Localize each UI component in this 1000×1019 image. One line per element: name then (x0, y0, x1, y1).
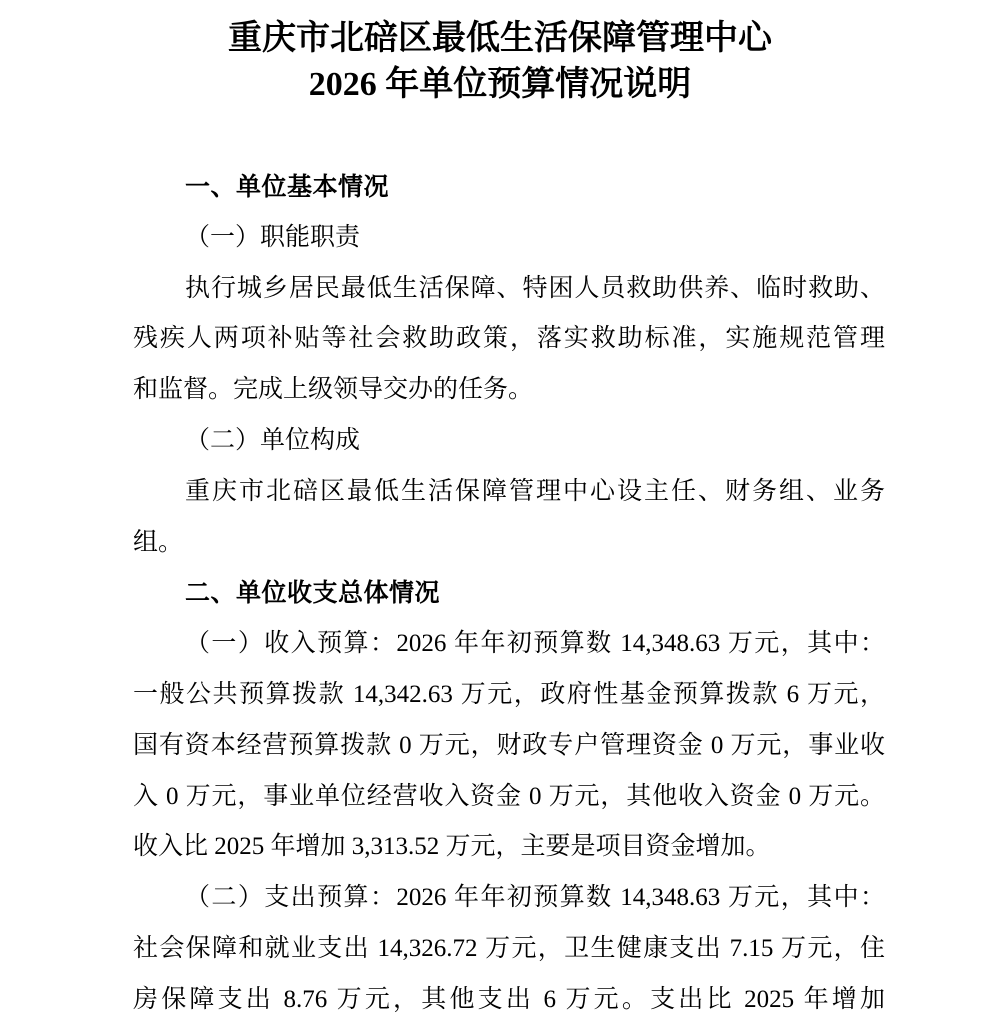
heading-unit-basic-info: 一、单位基本情况 (185, 173, 390, 201)
para-composition-line-1: 重庆市北碚区最低生活保障管理中心设主任、财务组、业务 (185, 477, 885, 505)
title-line-2: 2026 年单位预算情况说明 (308, 66, 692, 103)
document-title (0, 16, 1000, 108)
para-duties-line-3: 和监督。完成上级领导交办的任务。 (133, 376, 534, 404)
subheading-unit-composition: （二）单位构成 (185, 426, 361, 454)
heading-revenue-expenditure-overview: 二、单位收支总体情况 (185, 579, 441, 608)
para-income-budget-line-5: 收入比 2025 年增加 3,313.52 万元，主要是项目资金增加。 (133, 833, 771, 861)
document-body (133, 162, 885, 1019)
para-income-budget-line-2: 一般公共预算拨款 14,342.63 万元，政府性基金预算拨款 6 万元， (133, 680, 885, 708)
para-duties-line-1: 执行城乡居民最低生活保障、特困人员救助供养、临时救助、 (185, 274, 885, 302)
para-expenditure-budget-line-3: 房保障支出 8.76 万元，其他支出 6 万元。支出比 2025 年增加 (133, 985, 885, 1013)
para-composition-line-2: 组。 (133, 528, 184, 556)
para-income-budget-line-4: 入 0 万元，事业单位经营收入资金 0 万元，其他收入资金 0 万元。 (133, 782, 885, 810)
para-expenditure-budget-line-2: 社会保障和就业支出 14,326.72 万元，卫生健康支出 7.15 万元，住 (133, 934, 885, 962)
para-duties-line-2: 残疾人两项补贴等社会救助政策，落实救助标准，实施规范管理 (133, 325, 885, 353)
para-income-budget-line-3: 国有资本经营预算拨款 0 万元，财政专户管理资金 0 万元，事业收 (133, 731, 885, 759)
title-line-1: 重庆市北碚区最低生活保障管理中心 (228, 20, 772, 57)
para-expenditure-budget-line-1: （二）支出预算：2026 年年初预算数 14,348.63 万元，其中： (185, 884, 885, 912)
subheading-duties: （一）职能职责 (185, 223, 361, 251)
para-income-budget-line-1: （一）收入预算：2026 年年初预算数 14,348.63 万元，其中： (185, 630, 885, 658)
